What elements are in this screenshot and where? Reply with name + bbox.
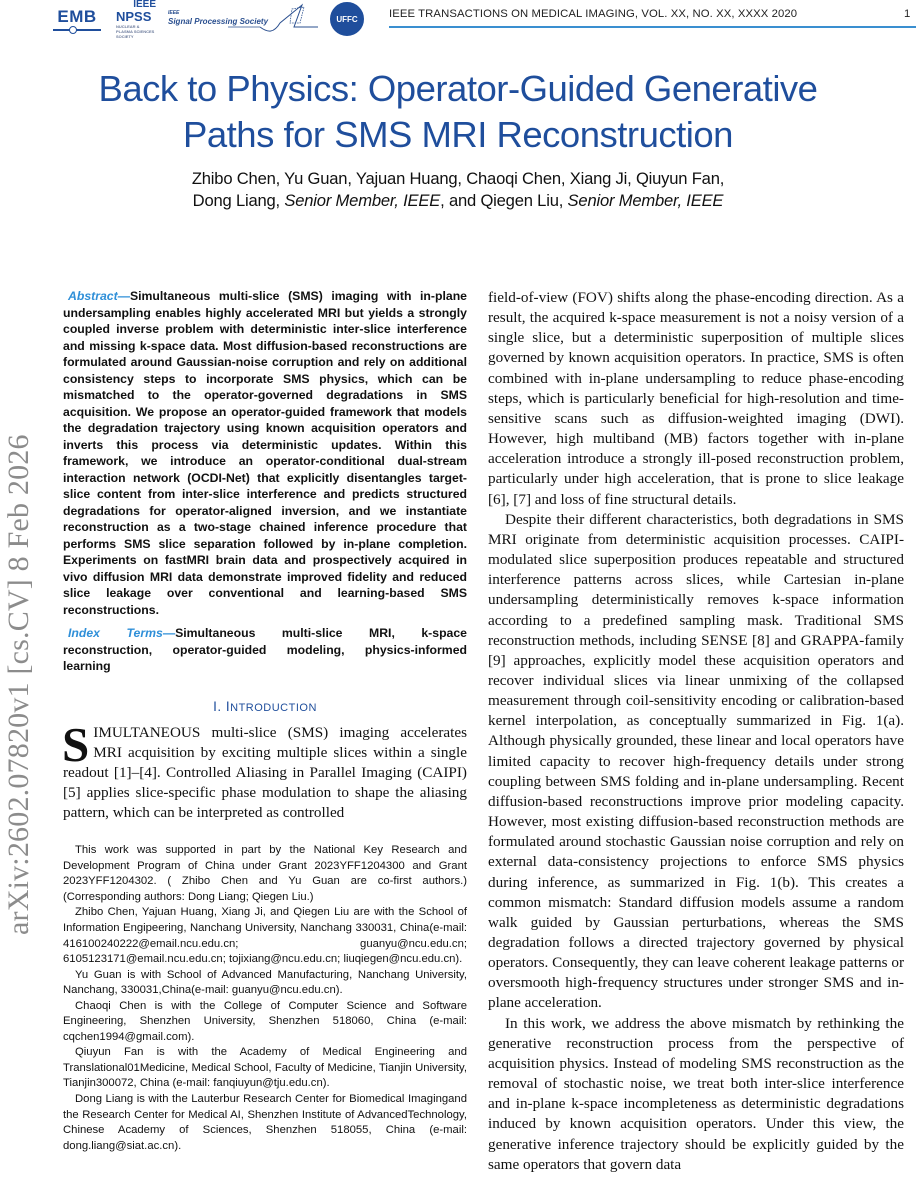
intro-paragraph-1-continued: field-of-view (FOV) shifts along the phase-encoding direction. As a result, the acquired k-space measurement is not a noisy version of a single slice, but a deterministic superposition of multiple slices governed by known acquisition operators. In practice, SMS is often combined with in-plane undersampling to reduce phase-encoding steps, which is particularly beneficial for high-resolution and time-sensitive scans such as diffusion-weighted imaging (DWI). However, high multiband (MB) factors together with in-plane acceleration introduce a strongly ill-posed reconstruction problem, particularly under high acceleration, that is prone to slice leakage [6], [7] and loss of fine structural details. xyxy=(488,289,904,508)
footnote-affiliation: Chaoqi Chen is with the College of Computer Science and Software Engineering, Shenzhen University, Shenzhen 518060, China (e-mail: cqchen1994@gmail.com). xyxy=(63,999,467,1043)
intro-first-word: IMULTANEOUS xyxy=(93,723,201,741)
emb-logo-text: EMB xyxy=(57,6,97,26)
author-line-2 xyxy=(40,190,876,212)
drop-cap: S xyxy=(62,716,90,772)
author-membership: Senior Member, IEEE xyxy=(284,191,441,210)
paper-title-line-2: Paths for SMS MRI Reconstruction xyxy=(183,114,733,155)
sps-logo-text: Signal Processing Society xyxy=(168,17,269,26)
paper-title xyxy=(40,66,876,158)
index-terms xyxy=(63,625,467,675)
sps-logo-ieee: IEEE xyxy=(168,10,180,16)
author-membership: Senior Member, IEEE xyxy=(567,191,724,210)
author-name: , and Qiegen Liu, xyxy=(440,191,568,210)
section-title-rest: NTRODUCTION xyxy=(230,701,317,714)
abstract xyxy=(63,288,467,618)
intro-paragraph-2: Despite their different characteristics, both degradations in SMS MRI originate from deterministic acquisition processes. CAIPI-modulated slice superposition produces repeatable and structured interference patterns across slices, while Cartesian in-plane undersampling deterministically removes k-space information according to a predefined sampling mask. Traditional SMS reconstruction methods, including SENSE [8] and GRAPPA-family [9] approaches, explicitly model these acquisition operators and recover individual slices via linear unmixing of the collapsed measurement through coil-sensitivity encoding or calibration-based kernel interpolation, as conceptually summarized in Fig. 1(a). Although physically grounded, these linear and local operators have limited capacity to recover high-frequency details under strong coupling between SMS folding and in-plane undersampling. Recent diffusion-based reconstructions improve prior modeling capacity. However, most existing diffusion-based reconstruction methods are formulated around stochastic Gaussian noise corruption and rely on external data-consistency projections to enforce SMS physics during inference, as summarized in Fig. 1(b). This creates a common mismatch: Standard diffusion models assume a random walk guided by Gaussian perturbations, whereas the SMS degradation follows a directed trajectory governed by physical operators. Consequently, they can leave coherent leakage patterns or oversmooth high-frequency structures under stronger SMS and in-plane acceleration. xyxy=(488,510,904,1012)
footnote-affiliation: Yu Guan is with School of Advanced Manufacturing, Nanchang University, Nanchang, 330031,China(e-mail: guanyu@ncu.edu.cn). xyxy=(63,968,467,997)
page-header xyxy=(0,0,916,40)
npss-logo xyxy=(116,0,156,39)
section-heading-introduction xyxy=(63,699,467,714)
intro-paragraph-1 xyxy=(62,716,467,824)
index-terms-label: Index Terms— xyxy=(68,626,176,640)
footnote-affiliation: Qiuyun Fan is with the Academy of Medical Engineering and Translational01Medicine, Medical School, Faculty of Medicine, Tianjin University, Tianjin300072, China (e-mail: fanqiuyun@tju.edu.cn). xyxy=(63,1046,467,1090)
intro-paragraph-3: In this work, we address the above mismatch by rethinking the generative reconstruction process from the perspective of acquisition physics. Instead of modeling SMS reconstruction as the removal of stochastic noise, we treat both inter-slice interference and in-plane k-space incompleteness as deterministic degradations induced by known acquisition operators. Under this view, the generative inference trajectory should be explicitly guided by the same operators that govern data xyxy=(488,1014,904,1173)
sps-waveform-icon xyxy=(168,3,318,35)
journal-name: IEEE TRANSACTIONS ON MEDICAL IMAGING, VOL. XX, NO. XX, XXXX 2020 xyxy=(389,8,798,20)
npss-logo-ieee: IEEE xyxy=(133,0,156,10)
npss-logo-subtext: NUCLEAR & PLASMA SCIENCES SOCIETY xyxy=(116,24,155,39)
arxiv-stamp: arXiv:2602.07820v1 [cs.CV] 8 Feb 2026 xyxy=(2,434,35,935)
left-column xyxy=(63,288,467,1154)
footnotes xyxy=(63,843,467,1154)
signal-processing-society-logo xyxy=(168,3,318,35)
abstract-label: Abstract— xyxy=(68,289,130,303)
author-list xyxy=(40,168,876,212)
society-logos xyxy=(50,0,364,39)
page-number: 1 xyxy=(904,8,911,20)
footnote-affiliation: Zhibo Chen, Yajuan Huang, Xiang Ji, and Qiegen Liu are with the School of Information Engipeering, Nanchang University, Nanchang 330031, China(e-mail: 416100240222@email.ncu.edu.cn; guanyu@ncu.edu.cn; 6105123171@email.ncu.edu.cn; tojixiang@ncu.edu.cn; liuqiegen@ncu.edu.cn). xyxy=(63,906,467,966)
right-column xyxy=(488,288,904,1175)
section-title-initial: I xyxy=(225,698,231,714)
section-number: I. xyxy=(213,698,226,714)
emb-logo-underline xyxy=(53,29,101,31)
ufc-logo-text: UFFC xyxy=(336,14,358,24)
intro-text: multi-slice (SMS) imaging accelerates MRI acquisition by exciting multiple slices within a single readout [1]–[4]. Controlled Aliasing in Parallel Imaging (CAIPI) [5] applies slice-specific phase modulation to shape the aliasing pattern, which can be interpreted as controlled xyxy=(63,723,467,822)
author-name: Dong Liang, xyxy=(192,191,285,210)
paper-title-line-1: Back to Physics: Operator-Guided Generative xyxy=(98,68,818,109)
index-terms-text: Simultaneous multi-slice MRI, k-space reconstruction, operator-guided modeling, physics-informed learning xyxy=(63,626,467,673)
header-rule xyxy=(389,26,916,28)
npss-logo-text: NPSS xyxy=(116,9,152,24)
intro-body xyxy=(488,288,904,1175)
footnote-funding: This work was supported in part by the National Key Research and Development Program of China under Grant 2023YFF1204300 and Grant 2023YFF1204302. ( Zhibo Chen and Yu Guan are co-first authors.) (Corresponding authors: Dong Liang; Qiegen Liu.) xyxy=(63,844,467,903)
footnote-affiliation: Dong Liang is with the Lauterbur Research Center for Biomedical Imagingand the Research Center for Medical AI, Shenzhen Institute of AdvancedTechnology, Chinese Academy of Sciences, Shenzhen 518055, China (e-mail: dong.liang@siat.ac.cn). xyxy=(63,1093,467,1152)
abstract-text: Simultaneous multi-slice (SMS) imaging with in-plane undersampling enables highly accelerated MRI but yields a strongly coupled inverse problem with deterministic inter-slice interference and missing k-space data. Most diffusion-based reconstructions are formulated around Gaussian-noise corruption and rely on additional consistency steps to incorporate SMS physics, which can be mismatched to the operator-governed degradations in SMS acquisition. We propose an operator-guided framework that models the degradation trajectory using known acquisition operators and inverts this process via deterministic updates. Within this framework, we introduce an operator-conditional dual-stream interaction network (OCDI-Net) that explicitly disentangles target-slice content from inter-slice interference and predicts structured degradations for operator-aligned inversion, and we instantiate reconstruction as a two-stage chained inference procedure that performs SMS slice separation followed by in-plane completion. Experiments on fastMRI brain data and prospectively acquired in vivo diffusion MRI data demonstrate improved fidelity and reduced slice leakage over conventional and learning-based SMS reconstructions. xyxy=(63,289,467,617)
ufc-logo xyxy=(330,2,364,36)
author-line-1: Zhibo Chen, Yu Guan, Yajuan Huang, Chaoqi Chen, Xiang Ji, Qiuyun Fan, xyxy=(191,169,725,188)
emb-logo xyxy=(50,8,104,31)
